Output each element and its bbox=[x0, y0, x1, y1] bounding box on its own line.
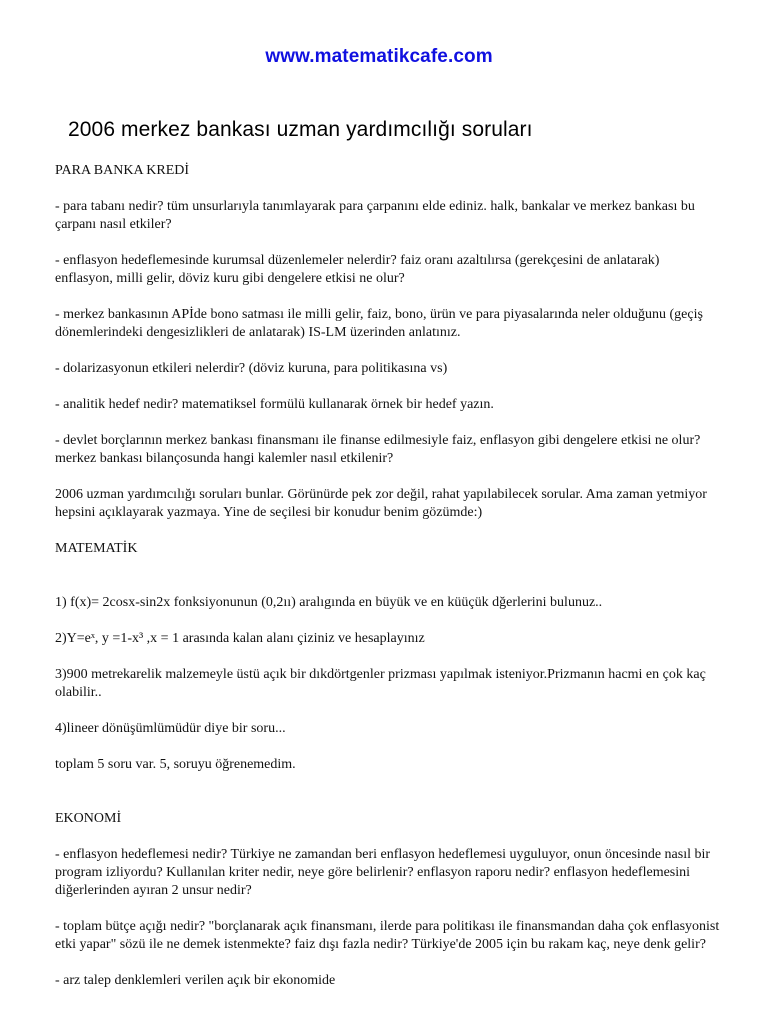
question-paragraph: - enflasyon hedeflemesinde kurumsal düzenlemeler nelerdir? faiz oranı azaltılırsa (gerekçesini de anlatarak) enflasyon, milli gelir, döviz kuru gibi dengelere etkisi ne olur? bbox=[55, 253, 660, 286]
note-paragraph: toplam 5 soru var. 5, soruyu öğrenemedim. bbox=[55, 757, 296, 772]
question-paragraph: - devlet borçlarının merkez bankası finansmanı ile finanse edilmesiyle faiz, enflasyon gibi dengelere etkisi ne olur? merkez bankası bilançosunda hangi kalemler nasıl etkilenir? bbox=[55, 433, 701, 466]
question-paragraph: - enflasyon hedeflemesi nedir? Türkiye ne zamandan beri enflasyon hedeflemesi uyguluyor, onun öncesinde nasıl bir program izliyordu? Kullanılan kriter nedir, neye göre belirlenir? enflasyon raporu nedir? enflasyon hedeflemesini diğerlerinden ayıran 2 unsur nedir? bbox=[55, 847, 711, 898]
question-paragraph: - analitik hedef nedir? matematiksel formülü kullanarak örnek bir hedef yazın. bbox=[55, 397, 494, 412]
question-paragraph: - toplam bütçe açığı nedir? "borçlanarak açık finansmanı, ilerde para politikası ile finansmandan daha çok enflasyonist etki yapar" sözü ile ne demek istenmekte? faiz dışı fazla nedir? Türkiye'de 2005 için bu rakam kaç, neye denk gelir? bbox=[55, 919, 720, 952]
site-link[interactable]: www.matematikcafe.com bbox=[265, 46, 493, 67]
question-paragraph: - arz talep denklemleri verilen açık bir ekonomide bbox=[55, 973, 336, 988]
question-paragraph: 3)900 metrekarelik malzemeyle üstü açık bir dıkdörtgenler prizması yapılmak isteniyor.Prizmanın hacmi en çok kaç olabilir.. bbox=[55, 667, 706, 700]
question-paragraph: 2)Y=eˣ, y =1-x³ ,x = 1 arasında kalan alanı çiziniz ve hesaplayınız bbox=[55, 631, 425, 646]
section-heading-ekonomi: EKONOMİ bbox=[55, 811, 122, 826]
spacer bbox=[55, 576, 720, 594]
document-body bbox=[55, 162, 720, 1008]
comment-paragraph: 2006 uzman yardımcılığı soruları bunlar. Görünürde pek zor değil, rahat yapılabilecek sorular. Ama zaman yetmiyor hepsini açıklayarak yazmaya. Yine de seçilesi bir konudur benim gözümde:) bbox=[55, 487, 707, 520]
page-title: 2006 merkez bankası uzman yardımcılığı soruları bbox=[68, 118, 533, 141]
question-paragraph: - dolarizasyonun etkileri nelerdir? (döviz kuruna, para politikasına vs) bbox=[55, 361, 448, 376]
question-paragraph: - merkez bankasının APİde bono satması ile milli gelir, faiz, bono, ürün ve para piyasalarında neler olduğunu (geçiş dönemlerindeki dengesizlikleri de anlatarak) IS-LM üzerinden anlatınız. bbox=[55, 307, 703, 340]
section-heading-matematik: MATEMATİK bbox=[55, 541, 138, 556]
spacer bbox=[55, 792, 720, 810]
question-paragraph: - para tabanı nedir? tüm unsurlarıyla tanımlayarak para çarpanını elde ediniz. halk, bankalar ve merkez bankası bu çarpanı nasıl etkiler? bbox=[55, 199, 695, 232]
question-paragraph: 1) f(x)= 2cosx-sin2x fonksiyonunun (0,2ıı) aralıgında en büyük ve en küüçük dğerlerini bulunuz.. bbox=[55, 595, 603, 610]
section-heading-para-banka-kredi: PARA BANKA KREDİ bbox=[55, 163, 190, 178]
question-paragraph: 4)lineer dönüşümlümüdür diye bir soru... bbox=[55, 721, 286, 736]
